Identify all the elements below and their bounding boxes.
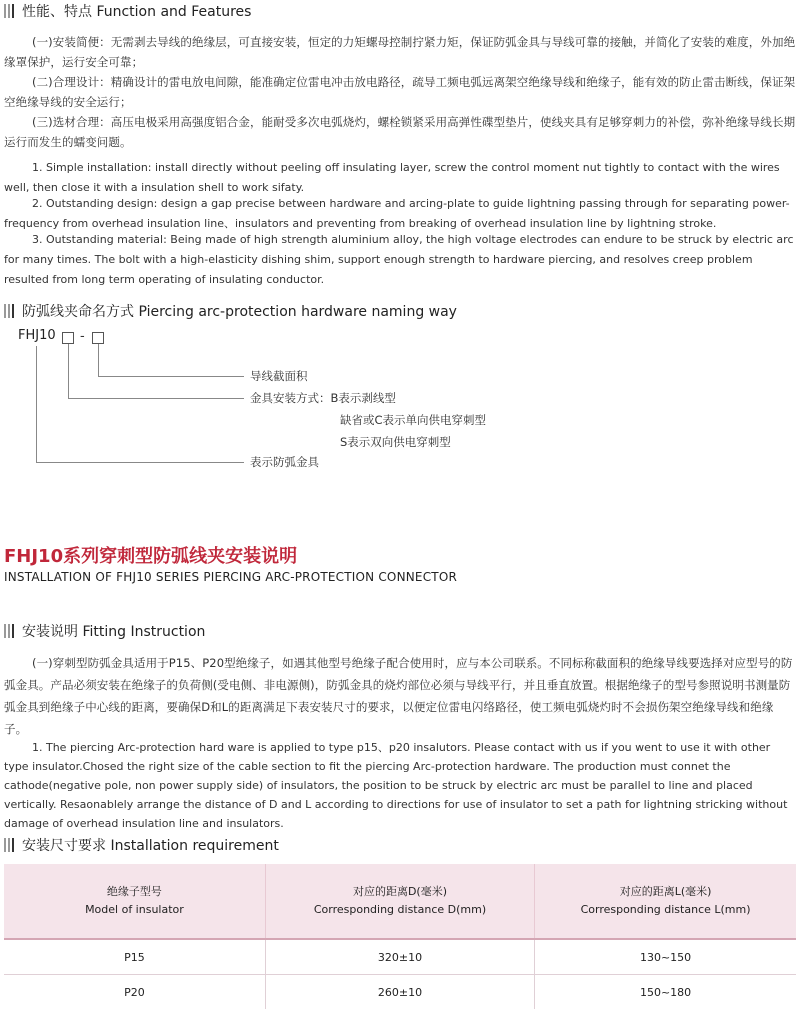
column-header: [265, 864, 534, 939]
section-header-features: [4, 0, 251, 22]
section-marker-icon: [4, 4, 14, 18]
section-title: 防弧线夹命名方式 Piercing arc-protection hardware naming way: [22, 301, 457, 321]
header-en: Model of insulator: [5, 901, 264, 919]
section-title: 安装尺寸要求 Installation requirement: [22, 835, 279, 855]
installation-subtitle: INSTALLATION OF FHJ10 SERIES PIERCING ARC-PROTECTION CONNECTOR: [4, 570, 457, 584]
header-en: Corresponding distance L(mm): [536, 901, 795, 919]
header-cn: 对应的距离L(毫米): [536, 883, 795, 901]
table-cell: 150~180: [535, 975, 796, 1009]
header-cn: 对应的距离D(毫米): [267, 883, 533, 901]
header-cn: 绝缘子型号: [5, 883, 264, 901]
feature-en-1: 1. Simple installation: install directly without peeling off insulating layer, screw the control moment nut tightly to contact with the wires well, then close it with a insulation shell to work sifaty.: [4, 158, 796, 198]
table-cell: 260±10: [265, 975, 534, 1009]
table-header-row: [4, 864, 796, 939]
section-title: 性能、特点 Function and Features: [22, 1, 251, 21]
section-marker-icon: [4, 304, 14, 318]
install-type-box: [62, 332, 74, 344]
column-header: [4, 864, 265, 939]
table-cell: P15: [4, 939, 265, 975]
connector-line: [98, 376, 244, 377]
header-en: Corresponding distance D(mm): [267, 901, 533, 919]
connector-line: [36, 462, 244, 463]
feature-en-2: 2. Outstanding design: design a gap precise between hardware and arcing-plate to guide lightning passing through for separating power-frequency from overhead insulation line、insulators and preventing from breaking of overhead insulation line by lightning stroke.: [4, 194, 796, 234]
table-cell: 130~150: [535, 939, 796, 975]
fitting-cn: (一)穿刺型防弧金具适用于P15、P20型绝缘子，如遇其他型号绝缘子配合使用时，应与本公司联系。不同标称截面积的绝缘导线要选择对应型号的防弧金具。产品必须安装在绝缘子的负荷侧(受电侧、非电源侧)，防弧金具的烧灼部位必须与导线平行，并且垂直放置。根据绝缘子的型号参照说明书测量防弧金具到绝缘子中心线的距离，要确保D和L的距离满足下表安装尺寸的要求，以便定位雷电闪络路径，使工频电弧烧灼时不会损伤架空绝缘导线和绝缘子。: [4, 652, 796, 740]
label-arc-hardware: 表示防弧金具: [250, 454, 319, 470]
table-row: [4, 975, 796, 1009]
feature-cn-1: (一)安装简便：无需剥去导线的绝缘层，可直接安装，恒定的力矩螺母控制拧紧力矩，保证防弧金具与导线可靠的接触，并简化了安装的难度，外加绝缘罩保护，运行安全可靠；: [4, 32, 796, 72]
connector-line: [68, 344, 69, 398]
section-marker-icon: [4, 624, 14, 638]
connector-line: [68, 398, 244, 399]
table-row: [4, 939, 796, 975]
section-box: [92, 332, 104, 344]
connector-line: [98, 344, 99, 376]
fitting-en: 1. The piercing Arc-protection hard ware is applied to type p15、p20 insalutors. Please contact with us if you went to use it with other type insulator.Chosed the right size of the cable section to fit the piercing Arc-protection hardware. The production must connet the cathode(negative pole, non power supply side) of insulators, the position to be struck by electric arc must be parallel to line and placed vertically. Resaonablely arrange the distance of D and L according to directions for use of insulator to set a path for lightning stricking without damage of overhead insulation line and insulators.: [4, 738, 796, 833]
label-default-type: 缺省或C表示单向供电穿刺型: [340, 412, 486, 428]
feature-en-3: 3. Outstanding material: Being made of high strength aluminium alloy, the high voltage electrodes can endure to be struck by electric arc for many times. The bolt with a high-elasticity dishing shim, support enough strength to hardware piercing, and resolves creep problem resulted from long term operating of insulating conductor.: [4, 230, 796, 290]
dash: -: [80, 329, 85, 344]
naming-diagram: [18, 328, 518, 478]
section-title: 安装说明 Fitting Instruction: [22, 621, 205, 641]
section-header-requirement: [4, 834, 279, 856]
feature-cn-3: (三)选材合理：高压电极采用高强度铝合金，能耐受多次电弧烧灼，螺栓锁紧采用高弹性碟型垫片，使线夹具有足够穿刺力的补偿，弥补绝缘导线长期运行而发生的蠕变问题。: [4, 112, 796, 152]
installation-title: FHJ10系列穿刺型防弧线夹安装说明: [4, 542, 297, 568]
label-install-type: 金具安装方式：B表示剥线型: [250, 390, 396, 406]
label-section-area: 导线截面积: [250, 368, 308, 384]
label-s-type: S表示双向供电穿刺型: [340, 434, 451, 450]
column-header: [535, 864, 796, 939]
section-header-naming: [4, 300, 457, 322]
section-marker-icon: [4, 838, 14, 852]
section-header-fitting: [4, 620, 205, 642]
table-cell: P20: [4, 975, 265, 1009]
connector-line: [36, 346, 37, 462]
model-code: FHJ10: [18, 328, 56, 343]
feature-cn-2: (二)合理设计：精确设计的雷电放电间隙，能准确定位雷电冲击放电路径，疏导工频电弧远离架空绝缘导线和绝缘子，能有效的防止雷击断线，保证架空绝缘导线的安全运行；: [4, 72, 796, 112]
requirement-table: [4, 864, 796, 1009]
table-cell: 320±10: [265, 939, 534, 975]
